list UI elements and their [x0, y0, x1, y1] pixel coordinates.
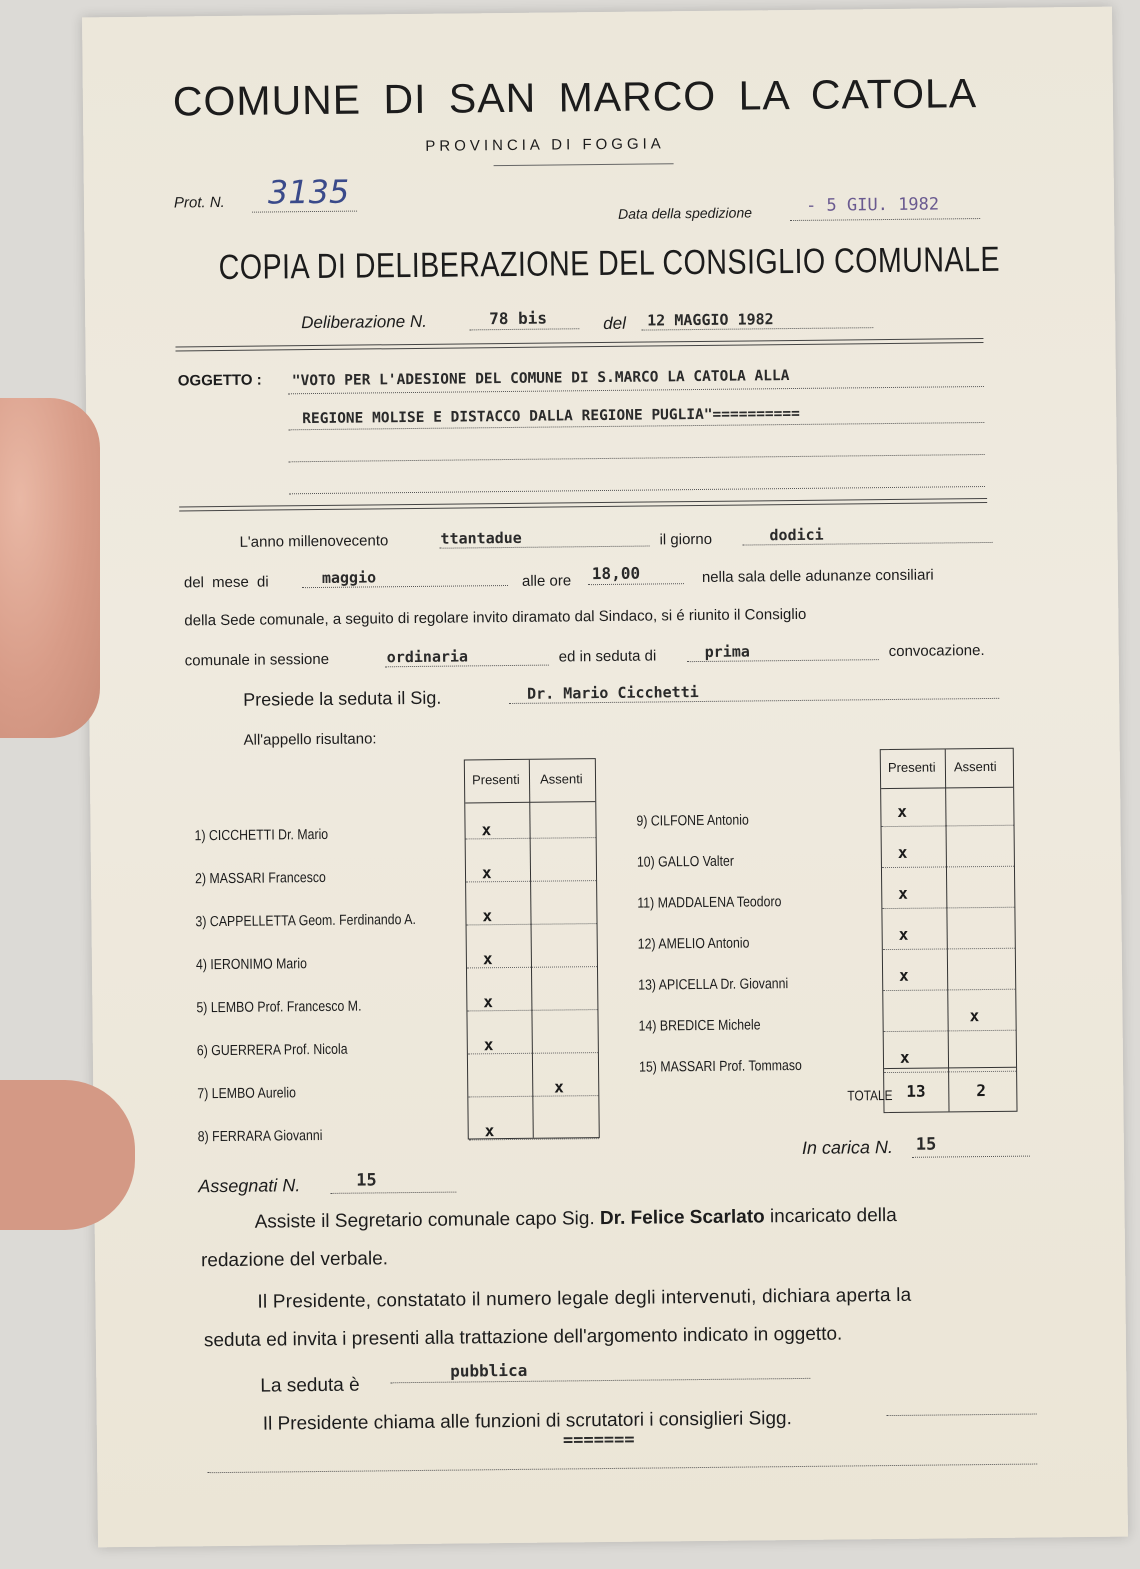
table-right-divider — [945, 749, 950, 1111]
day-label: il giorno — [659, 530, 713, 549]
scrutatori-line — [887, 1414, 1037, 1417]
document-page — [82, 7, 1128, 1548]
table-row-line — [884, 1030, 1016, 1032]
deliberation-number-line — [469, 328, 579, 330]
convocazione-text: convocazione. — [888, 642, 985, 661]
seduta-value: prima — [704, 642, 750, 661]
prot-line — [252, 211, 357, 213]
present-mark: x — [482, 949, 493, 969]
subject-rule-2 — [179, 502, 987, 511]
table-left-header-present: Presenti — [471, 771, 520, 788]
subject-dotline-3 — [289, 454, 985, 462]
dispatch-line — [790, 218, 980, 221]
present-mark: x — [897, 842, 908, 862]
subject-dotline-4 — [289, 486, 985, 494]
prot-label: Prot. N. — [173, 193, 225, 212]
redazione-text: redazione del verbale. — [200, 1248, 389, 1272]
present-mark: x — [484, 1121, 495, 1141]
council-member-name: 1) CICCHETTI Dr. Mario — [194, 826, 329, 845]
assegnati-value: 15 — [356, 1170, 377, 1191]
municipality-title: COMUNE DI SAN MARCO LA CATOLA — [172, 70, 978, 125]
subject-line-1: "VOTO PER L'ADESIONE DEL COMUNE DI S.MARCO LA CATOLA ALLA — [291, 368, 790, 390]
assiste-text — [255, 1205, 897, 1234]
table-right-header-present: Presenti — [887, 759, 936, 776]
total-label: TOTALE — [847, 1087, 893, 1104]
assiste-post: incaricato della — [769, 1204, 897, 1228]
sede-text: della Sede comunale, a seguito di regolare invito diramato dal Sindaco, si é riunito il Consiglio — [184, 605, 807, 630]
dispatch-date-stamp: - 5 GIU. 1982 — [805, 194, 940, 216]
council-member-name: 10) GALLO Valter — [636, 853, 735, 871]
council-member-name: 8) FERRARA Giovanni — [197, 1127, 323, 1146]
in-carica-value: 15 — [915, 1134, 937, 1155]
dispatch-label: Data della spedizione — [618, 204, 753, 222]
council-member-name: 5) LEMBO Prof. Francesco M. — [196, 998, 362, 1017]
in-carica-line — [912, 1156, 1030, 1158]
council-member-name: 6) GUERRERA Prof. Nicola — [196, 1041, 348, 1060]
year-label: L'anno millenovecento — [239, 532, 389, 551]
council-member-name: 12) AMELIO Antonio — [637, 935, 750, 953]
table-left-header-absent: Assenti — [539, 771, 583, 787]
table-row-line — [883, 948, 1015, 950]
presidente-line-2: seduta ed invita i presenti alla trattazione dell'argomento indicato in oggetto. — [203, 1323, 843, 1352]
absent-mark: x — [554, 1077, 564, 1097]
present-mark: x — [897, 801, 908, 821]
scrutatori-value: ======= — [562, 1429, 635, 1451]
presidente-line-1: Il Presidente, constatato il numero legale degli intervenuti, dichiara aperta la — [257, 1284, 912, 1313]
council-member-name: 13) APICELLA Dr. Giovanni — [638, 976, 789, 994]
month-label: del mese di — [183, 573, 269, 592]
scrutatori-line-2 — [207, 1464, 1037, 1474]
in-carica-label: In carica N. — [801, 1137, 894, 1158]
table-row-line — [882, 825, 1014, 827]
scrutatori-text: Il Presidente chiama alle funzioni di scrutatori i consiglieri Sigg. — [262, 1408, 792, 1435]
council-member-name: 4) IERONIMO Mario — [195, 956, 307, 974]
council-member-name: 14) BREDICE Michele — [638, 1017, 761, 1035]
thumb — [0, 1080, 135, 1230]
deliberation-date: 12 MAGGIO 1982 — [647, 310, 774, 330]
prot-number: 3135 — [267, 172, 350, 212]
table-right-header-absent: Assenti — [953, 758, 997, 775]
attendance-table-right — [880, 748, 1018, 1113]
table-left-divider — [529, 760, 534, 1138]
present-mark: x — [898, 924, 909, 944]
appello-text: All'appello risultano: — [243, 730, 377, 749]
session-value: ordinaria — [386, 647, 469, 667]
present-mark: x — [483, 1035, 494, 1055]
council-member-name: 3) CAPPELLETTA Geom. Ferdinando A. — [195, 911, 416, 931]
table-row-line — [882, 907, 1014, 909]
absent-mark: x — [969, 1006, 980, 1026]
present-mark: x — [898, 965, 909, 985]
province-underline — [494, 163, 674, 166]
presiede-value: Dr. Mario Cicchetti — [527, 683, 699, 703]
hour-line — [588, 583, 684, 585]
table-row-line — [884, 1071, 1016, 1073]
assegnati-line — [330, 1192, 456, 1194]
present-mark: x — [481, 820, 492, 840]
present-mark: x — [483, 992, 494, 1012]
assiste-pre: Assiste il Segretario comunale capo Sig. — [254, 1208, 595, 1233]
holding-hand — [0, 398, 100, 738]
secretary-name: Dr. Felice Scarlato — [599, 1206, 765, 1230]
document-title: COPIA DI DELIBERAZIONE DEL CONSIGLIO COMUNALE — [218, 239, 1001, 288]
present-mark: x — [899, 1047, 910, 1067]
council-member-name: 11) MADDALENA Teodoro — [637, 894, 782, 912]
table-row-line — [882, 866, 1014, 868]
present-mark: x — [482, 906, 493, 926]
subject-line-2: REGIONE MOLISE E DISTACCO DALLA REGIONE PUGLIA"========== — [302, 405, 800, 428]
seduta-label: ed in seduta di — [558, 647, 657, 666]
table-right-total-line — [884, 1067, 1016, 1069]
year-value: ttantadue — [440, 528, 522, 548]
seduta-pubblica-value: pubblica — [450, 1360, 528, 1381]
council-member-name: 2) MASSARI Francesco — [194, 869, 326, 888]
subject-label: OGGETTO : — [177, 371, 262, 390]
seduta-pubblica-label: La seduta è — [260, 1374, 360, 1397]
table-right-header-line — [881, 787, 1013, 789]
hour-value: 18,00 — [591, 563, 641, 584]
month-value: maggio — [321, 568, 377, 587]
total-present-value: 13 — [906, 1081, 926, 1101]
deliberation-label: Deliberazione N. — [301, 311, 428, 333]
attendance-table-left — [464, 758, 600, 1139]
assegnati-label: Assegnati N. — [198, 1175, 301, 1197]
present-mark: x — [481, 863, 492, 883]
presiede-label: Presiede la seduta il Sig. — [243, 687, 442, 710]
table-row-line — [883, 989, 1015, 991]
council-member-name: 9) CILFONE Antonio — [636, 812, 749, 830]
council-member-name: 7) LEMBO Aurelio — [197, 1085, 297, 1103]
total-absent-value: 2 — [976, 1081, 987, 1101]
hall-text: nella sala delle adunanze consiliari — [701, 566, 934, 586]
present-mark: x — [898, 883, 908, 903]
council-member-name: 15) MASSARI Prof. Tommaso — [638, 1057, 802, 1076]
deliberation-del-label: del — [603, 313, 627, 333]
province-subtitle: PROVINCIA DI FOGGIA — [425, 135, 665, 155]
day-value: dodici — [769, 525, 824, 545]
session-label: comunale in sessione — [184, 650, 330, 670]
hour-label: alle ore — [521, 572, 572, 590]
deliberation-number: 78 bis — [489, 308, 548, 329]
title-rule-2 — [176, 342, 984, 351]
